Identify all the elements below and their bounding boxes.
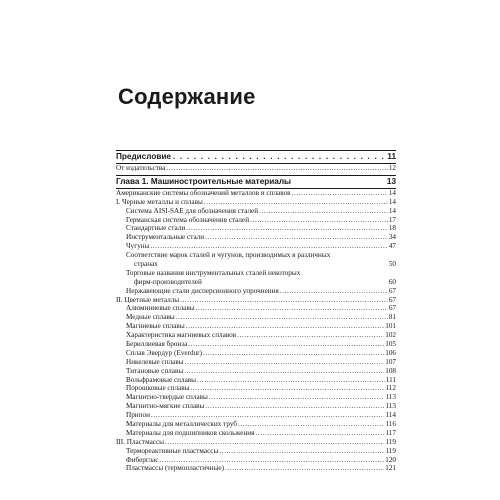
dot-leader [150,242,387,251]
entry-page: 113 [385,402,396,411]
toc-entry[interactable] [116,447,396,456]
entry-label: Чугуны [126,242,150,251]
dot-leader [184,367,384,376]
dot-leader [186,224,388,233]
dot-leader [176,313,388,322]
dot-leader [165,438,385,447]
dot-leader [197,376,385,385]
entry-page: 14 [388,206,396,215]
preface-page: 11 [387,152,396,161]
toc-chapter-1[interactable] [116,176,396,188]
entry-label: Магнитно-твердые сплавы [126,393,208,402]
dot-leader [173,151,385,163]
toc-publisher[interactable] [116,164,396,173]
entry-label: Никелевые сплавы [126,357,184,366]
toc-entry[interactable] [116,207,396,216]
entry-label: Вольфрамовые сплавы [126,375,196,384]
toc-entry[interactable] [116,322,396,331]
entry-page: 17 [388,215,396,224]
toc-entry[interactable] [116,260,396,269]
entry-label: Пластмассы (термопластичные) [126,464,225,473]
entry-label: Термореактивные пластмассы [126,446,219,455]
entry-label: Медные сплавы [126,313,175,322]
entry-label: Алюминиевые сплавы [126,304,195,313]
entry-page: 34 [388,233,396,242]
toc-entry[interactable] [116,384,396,393]
entry-page: 67 [388,304,396,313]
toc-entry[interactable] [116,242,396,251]
preface-label: Предисловие [116,152,171,161]
entry-label: Материалы для подшипников скольжения [126,428,255,437]
entry-page: 47 [388,242,396,251]
entry-label: фирм-производителей [134,277,202,286]
dot-leader [250,216,388,225]
dot-leader [159,456,384,465]
entry-label: III. Пластмассы [116,437,164,446]
dot-leader [188,340,384,349]
dot-leader [219,447,384,456]
toc-entry[interactable] [116,331,396,340]
entry-page: 50 [388,260,396,268]
toc-entry[interactable] [116,269,396,278]
entry-label: Характеристика магниевых сплавов [126,331,237,340]
dot-leader [186,322,385,331]
toc-preface[interactable] [116,151,396,163]
dot-leader [185,358,385,367]
toc-entry[interactable] [116,189,396,198]
entry-page: 101 [385,322,396,331]
entry-label: Порошковые сплавы [126,384,190,393]
dot-leader [166,164,387,173]
entry-label: Стандартные стали [126,224,186,233]
entry-page: 116 [385,420,396,429]
chapter-page: 13 [386,176,396,186]
toc-entry[interactable] [116,251,396,260]
entry-page: 107 [385,357,396,366]
page-title: Содержание [118,84,256,109]
entry-label: I. Черные металлы и сплавы [116,197,203,206]
entry-label: Американские системы обозначений металлов и сплавов [116,188,291,197]
entry-page: 60 [388,277,396,286]
entry-label: Магниевые сплавы [126,322,185,331]
publisher-page: 12 [388,163,396,172]
dot-leader [205,233,388,242]
dot-leader [204,198,388,207]
dot-leader [180,296,388,305]
toc-entry[interactable] [116,278,396,287]
entry-page: 81 [388,313,396,322]
entry-label: Торговые названия инструментальных сталей некоторых [126,268,301,277]
entry-page: 18 [388,224,396,233]
toc-entry[interactable] [116,198,396,207]
chapter-label: Глава 1. Машиностроительные материалы [116,176,292,186]
entry-label: Инструментальные стали [126,233,205,242]
entry-label: странах [134,260,158,268]
toc-entry[interactable] [116,349,396,358]
dot-leader [225,464,384,473]
dot-leader [203,349,384,358]
entry-label: Титановые сплавы [126,366,184,375]
entry-label: Припои [126,411,150,420]
entry-page: 121 [385,464,396,473]
entry-page: 112 [385,384,396,393]
entry-page: 106 [385,348,396,357]
entry-page: 67 [388,286,396,295]
dot-leader [255,429,384,438]
entry-label: Фиберглас [126,455,159,464]
dot-leader [151,411,385,420]
toc-entry[interactable] [116,429,396,438]
toc-entry[interactable] [116,465,396,474]
entry-label: Сплав Эвердур (Everdur) [126,348,202,357]
entry-label: Магнитно-мягкие сплавы [126,402,205,411]
entry-page: 14 [388,197,396,206]
entry-label: Материалы для металлических труб [126,420,238,429]
entry-page: 113 [385,393,396,402]
entry-label: Система AISI-SAE для обозначения сталей [126,206,259,215]
entry-page: 119 [385,446,396,455]
entry-label: Нержавеющие стали дисперсионного упрочнения [126,286,279,295]
entry-label: Бериллиевая бронза [126,340,188,349]
entry-page: 67 [388,295,396,304]
dot-leader [259,207,388,216]
toc-entry[interactable] [116,358,396,367]
dot-leader [205,402,384,411]
dot-leader [190,384,384,393]
publisher-label: От издательства [116,163,166,172]
toc-entry[interactable] [116,304,396,313]
dot-leader [237,331,384,340]
entry-label: Германская система обозначения сталей [126,215,250,224]
toc-entry[interactable] [116,420,396,429]
toc-entry[interactable] [116,233,396,242]
entry-page: 120 [385,455,396,464]
toc-entry[interactable] [116,340,396,349]
toc-entry[interactable] [116,438,396,447]
table-of-contents [116,150,396,473]
toc-entry[interactable] [116,313,396,322]
toc-entry[interactable] [116,287,396,296]
toc-entry[interactable] [116,224,396,233]
dot-leader [280,287,388,296]
dot-leader [292,189,388,198]
entry-page: 105 [385,340,396,349]
entry-label: Соответствие марок сталей и чугунов, производимых в различных [126,251,331,260]
dot-leader [238,420,384,429]
toc-entry[interactable] [116,296,396,305]
dot-leader [196,304,388,313]
dot-leader [209,393,385,402]
toc-entry[interactable] [116,402,396,411]
entry-page: 111 [385,375,396,384]
entry-page: 102 [385,331,396,340]
entry-page: 117 [385,428,396,437]
toc-entry[interactable] [116,411,396,420]
toc-entry[interactable] [116,456,396,465]
toc-entry[interactable] [116,393,396,402]
entry-page: 108 [385,366,396,375]
toc-entry[interactable] [116,367,396,376]
entry-page: 114 [385,411,396,420]
toc-entry[interactable] [116,216,396,225]
entry-page: 119 [385,437,396,446]
toc-entry[interactable] [116,376,396,385]
entry-label: II. Цветные металлы [116,295,180,304]
entry-page: 14 [388,188,396,197]
